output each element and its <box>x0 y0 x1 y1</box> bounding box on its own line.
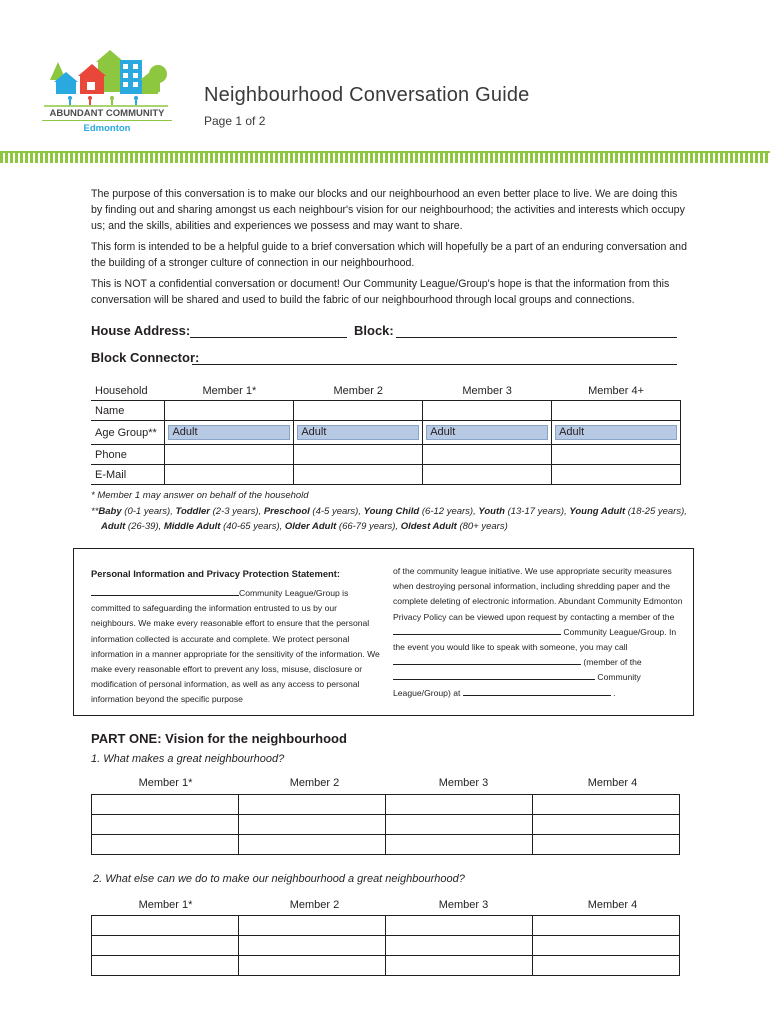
q1-cell[interactable] <box>533 815 680 835</box>
member-of-blank[interactable] <box>393 670 595 680</box>
q2-col-member-1: Member 1* <box>138 899 193 911</box>
q1-col-member-2: Member 2 <box>289 777 340 789</box>
q1-cell[interactable] <box>386 835 533 855</box>
decorative-stripe <box>0 151 770 163</box>
privacy-left-column <box>91 586 381 708</box>
age-group-range: (18-25 years), <box>625 506 687 517</box>
q1-col-member-3: Member 3 <box>438 777 489 789</box>
privacy-line1-suffix: Community League/Group is <box>239 588 349 598</box>
block-input[interactable] <box>396 337 677 338</box>
q1-cell[interactable] <box>386 815 533 835</box>
question-1-header <box>91 776 687 790</box>
privacy-statement-box <box>73 548 694 716</box>
email-row <box>91 465 681 485</box>
q2-cell[interactable] <box>386 936 533 956</box>
q2-cell[interactable] <box>239 936 386 956</box>
age-group-item <box>176 506 264 517</box>
age-group-item <box>264 506 364 517</box>
q2-cell[interactable] <box>239 916 386 936</box>
member-4-header: Member 4+ <box>588 385 645 397</box>
phone-cell-member-4[interactable] <box>552 445 681 465</box>
row-label: Age Group** <box>91 421 165 445</box>
privacy-right-part1: of the community league initiative. We use appropriate security measures when destroying personal information, including shredding paper and the complete deleting of electronic information. Abundant Community Edmonton Privacy Policy can be viewed upon request by <box>393 566 683 622</box>
email-cell-member-3[interactable] <box>423 465 552 485</box>
age-group-item <box>569 506 687 517</box>
age-select-member-2[interactable]: Adult <box>297 425 419 440</box>
logo-line1: ABUNDANT COMMUNITY <box>49 108 165 119</box>
age-group-range: (4-5 years), <box>309 506 364 517</box>
abundant-community-logo <box>40 46 172 138</box>
house-address-label: House Address: <box>91 323 191 338</box>
page-indicator: Page 1 of 2 <box>204 114 266 128</box>
age-group-list <box>98 506 687 532</box>
block-connector-label: Block Connector: <box>91 350 200 365</box>
q1-cell[interactable] <box>92 815 239 835</box>
age-group-item <box>285 521 401 532</box>
phone-row <box>91 445 681 465</box>
question-1: 1. What makes a great neighbourhood? <box>91 753 285 765</box>
row-label: Name <box>91 401 165 421</box>
age-group-note <box>91 504 693 534</box>
part-one-title: PART ONE: Vision for the neighbourhood <box>91 731 347 746</box>
table-row <box>92 795 680 815</box>
phone-cell-member-1[interactable] <box>165 445 294 465</box>
member-1-header: Member 1* <box>202 385 257 397</box>
age-group-item <box>98 506 175 517</box>
row-label: E-Mail <box>91 465 165 485</box>
q2-col-member-2: Member 2 <box>289 899 340 911</box>
age-group-range: (2-3 years), <box>209 506 264 517</box>
age-group-name: Youth <box>478 506 505 517</box>
email-cell-member-4[interactable] <box>552 465 681 485</box>
q2-cell[interactable] <box>239 956 386 976</box>
age-group-range: (40-65 years), <box>220 521 285 532</box>
q1-cell[interactable] <box>386 795 533 815</box>
age-group-range: (66-79 years), <box>336 521 401 532</box>
question-2-header <box>91 898 687 912</box>
age-group-name: Older Adult <box>284 521 337 532</box>
row-label: Phone <box>91 445 165 465</box>
table-row <box>92 936 680 956</box>
privacy-right-part2: Community League/Group. In the event you would like to speak with <box>393 626 677 653</box>
age-group-name: Young Child <box>363 506 420 517</box>
privacy-left-body: committed to safeguarding the information entrusted to us by our neighbours. We make every reasonable effort to ensure that the personal information collected is accurate and complete. We protect personal information in a manner appropriate for the sensitivity of the information. We make every reasonable effort to prevent any loss, misuse, disclosure or modification of personal information, as well as any access to personal information beyond the specific purpose <box>91 603 380 705</box>
q1-cell[interactable] <box>239 795 386 815</box>
household-header: Household <box>95 385 148 397</box>
league-name-blank[interactable] <box>91 586 239 596</box>
q2-cell[interactable] <box>533 956 680 976</box>
q1-col-member-4: Member 4 <box>587 777 638 789</box>
name-row <box>91 401 681 421</box>
age-group-item <box>101 521 164 532</box>
age-group-range: (0-1 years), <box>121 506 176 517</box>
privacy-contact-text: contacting a member of the <box>570 611 675 622</box>
house-address-input[interactable] <box>190 337 347 338</box>
email-cell-member-1[interactable] <box>165 465 294 485</box>
q2-cell[interactable] <box>92 956 239 976</box>
privacy-end: . <box>613 687 616 698</box>
name-cell-member-3[interactable] <box>423 401 552 421</box>
question-2-grid <box>91 915 680 976</box>
email-cell-member-2[interactable] <box>294 465 423 485</box>
age-group-name: Oldest Adult <box>400 521 457 532</box>
phone-number-blank[interactable] <box>463 686 611 696</box>
block-label: Block: <box>354 323 394 338</box>
q2-col-member-3: Member 3 <box>438 899 489 911</box>
q1-col-member-1: Member 1* <box>138 777 193 789</box>
age-note-prefix: ** <box>91 506 99 517</box>
document-title: Neighbourhood Conversation Guide <box>204 84 530 106</box>
age-select-member-1[interactable]: Adult <box>168 425 290 440</box>
table-row <box>92 956 680 976</box>
q1-cell[interactable] <box>92 835 239 855</box>
q2-cell[interactable] <box>533 936 680 956</box>
q2-cell[interactable] <box>386 916 533 936</box>
q2-cell[interactable] <box>92 916 239 936</box>
age-group-name: Middle Adult <box>163 521 221 532</box>
age-select-member-4[interactable]: Adult <box>555 425 677 440</box>
block-connector-input[interactable] <box>192 364 677 365</box>
member-2-header: Member 2 <box>333 385 384 397</box>
q2-col-member-4: Member 4 <box>587 899 638 911</box>
q1-cell[interactable] <box>533 795 680 815</box>
name-cell-member-4[interactable] <box>552 401 681 421</box>
member-3-header: Member 3 <box>462 385 512 397</box>
privacy-right-column <box>393 564 683 701</box>
call-person-blank[interactable] <box>393 655 581 665</box>
age-group-name: Preschool <box>263 506 310 517</box>
q1-cell[interactable] <box>92 795 239 815</box>
privacy-someone-text: someone, you may call <box>539 642 628 653</box>
age-group-name: Baby <box>98 506 122 517</box>
q2-cell[interactable] <box>92 936 239 956</box>
q1-cell[interactable] <box>239 835 386 855</box>
table-row <box>92 835 680 855</box>
q1-cell[interactable] <box>239 815 386 835</box>
name-cell-member-1[interactable] <box>165 401 294 421</box>
intro-paragraph-2: This form is intended to be a helpful guide to a brief conversation which will hopefully be a part of an enduring conversation and the building of a stronger culture of connection in our neighbourhood. <box>91 241 687 269</box>
age-group-item <box>401 521 508 532</box>
privacy-member-of-text: (member of the <box>583 657 642 668</box>
privacy-at-text: Community League/Group) at <box>393 672 641 698</box>
intro-paragraph-3: This is NOT a confidential conversation or document! Our Community League/Group's hope is that the information from this conversation will be shared and used to build the fabric of our neighbourhood through local groups and connections. <box>91 278 670 306</box>
contact-member-blank[interactable] <box>393 625 561 635</box>
q2-cell[interactable] <box>533 916 680 936</box>
age-group-range: (6-12 years), <box>419 506 479 517</box>
privacy-title: Personal Information and Privacy Protection Statement: <box>91 568 341 579</box>
question-2: 2. What else can we do to make our neighbourhood a great neighbourhood? <box>93 873 465 885</box>
age-group-name: Toddler <box>175 506 210 517</box>
intro-paragraph-1: The purpose of this conversation is to make our blocks and our neighbourhood an even better place to live. We are doing this by finding out and sharing amongst us each neighbour's vision for our neighbourhood; the activities and interests which occupy us; and the skills, abilities and experiences we possess and may want to share. <box>91 188 685 232</box>
logo-line2: Edmonton <box>83 123 131 134</box>
q1-cell[interactable] <box>533 835 680 855</box>
table-row <box>92 916 680 936</box>
name-cell-member-2[interactable] <box>294 401 423 421</box>
age-group-name: Adult <box>101 521 126 532</box>
question-1-grid <box>91 794 680 855</box>
age-group-row <box>91 421 681 445</box>
phone-cell-member-2[interactable] <box>294 445 423 465</box>
age-group-item <box>164 521 285 532</box>
member-note: * Member 1 may answer on behalf of the household <box>91 490 309 501</box>
age-select-member-3[interactable]: Adult <box>426 425 548 440</box>
phone-cell-member-3[interactable] <box>423 445 552 465</box>
age-group-range: (13-17 years), <box>504 506 570 517</box>
age-group-range: (80+ years) <box>456 521 508 532</box>
household-table <box>91 382 681 485</box>
q2-cell[interactable] <box>386 956 533 976</box>
age-group-item <box>478 506 569 517</box>
table-row <box>92 815 680 835</box>
age-group-range: (26-39), <box>125 521 164 532</box>
logo-divider <box>42 120 172 121</box>
age-group-item <box>364 506 479 517</box>
age-group-name: Young Adult <box>569 506 626 517</box>
